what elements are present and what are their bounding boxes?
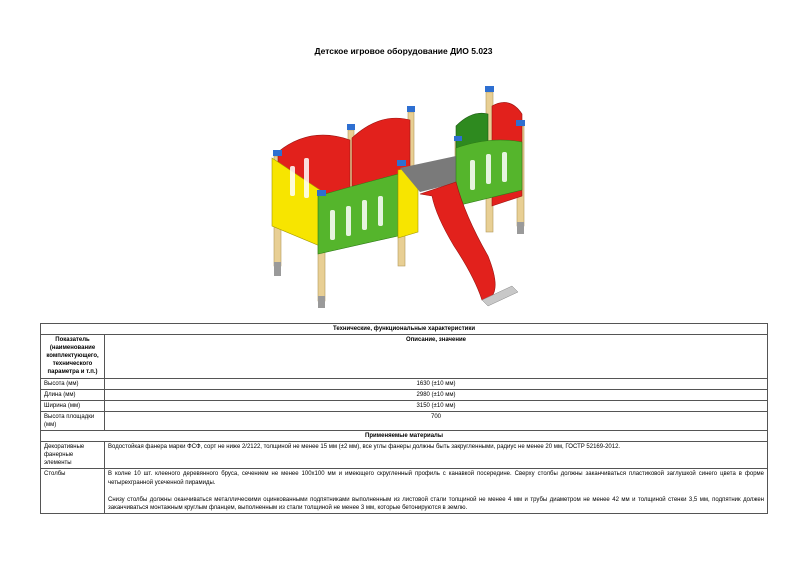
row-value: 3150 (±10 мм) [105,400,768,411]
column-description-header: Описание, значение [105,335,768,378]
specs-table [40,323,768,514]
table-row [41,469,768,513]
table-row [41,389,768,400]
material-text-2: Снизу столбы должны оканчиваться металлическими оцинкованными подпятниками выполненным из листовой стали толщиной не менее 4 мм и трубы диаметром не менее 42 мм и толщиной стенки 3,5 мм, подпятник должен заканчиваться монтажным круглым фланцем, выполненным из стали толщиной не менее 3 мм, которые бетонируются в землю. [108,496,764,511]
row-label: Ширина (мм) [41,400,105,411]
material-text: Водостойкая фанера марки ФСФ, сорт не ниже 2/2122, толщиной не менее 15 мм (±2 мм), все углы фанеры должны быть закругленными, радиус не менее 20 мм, ГОСТР 52169-2012. [105,442,768,469]
material-text: В колне 10 шт. клееного деревянного бруса, сечением не менее 100х100 мм и имеющего скругленный профиль с канавкой посередине. Сверху столбы должны заканчиваться пластиковой заглушкой синего цвета в форме четырехгранной усеченной пирамиды. [108,471,764,486]
row-label: Длина (мм) [41,389,105,400]
table-row [41,442,768,469]
row-value: 700 [105,411,768,430]
row-label: Высота (мм) [41,378,105,389]
row-label: Высота площадки (мм) [41,411,105,430]
playground-equipment-illustration [260,86,550,318]
section-technical-header: Технические, функциональные характеристики [41,324,768,335]
row-value: 1630 (±10 мм) [105,378,768,389]
page-title: Детское игровое оборудование ДИО 5.023 [314,46,493,56]
section-materials-header: Применяемые материалы [41,431,768,442]
material-label: Столбы [41,469,105,513]
table-row [41,411,768,430]
column-parameter-header: Показатель (наименование комплектующего, технического параметра и т.п.) [41,335,105,378]
row-value: 2980 (±10 мм) [105,389,768,400]
table-row [41,400,768,411]
material-label: Декоративные фанерные элементы [41,442,105,469]
table-row [41,378,768,389]
